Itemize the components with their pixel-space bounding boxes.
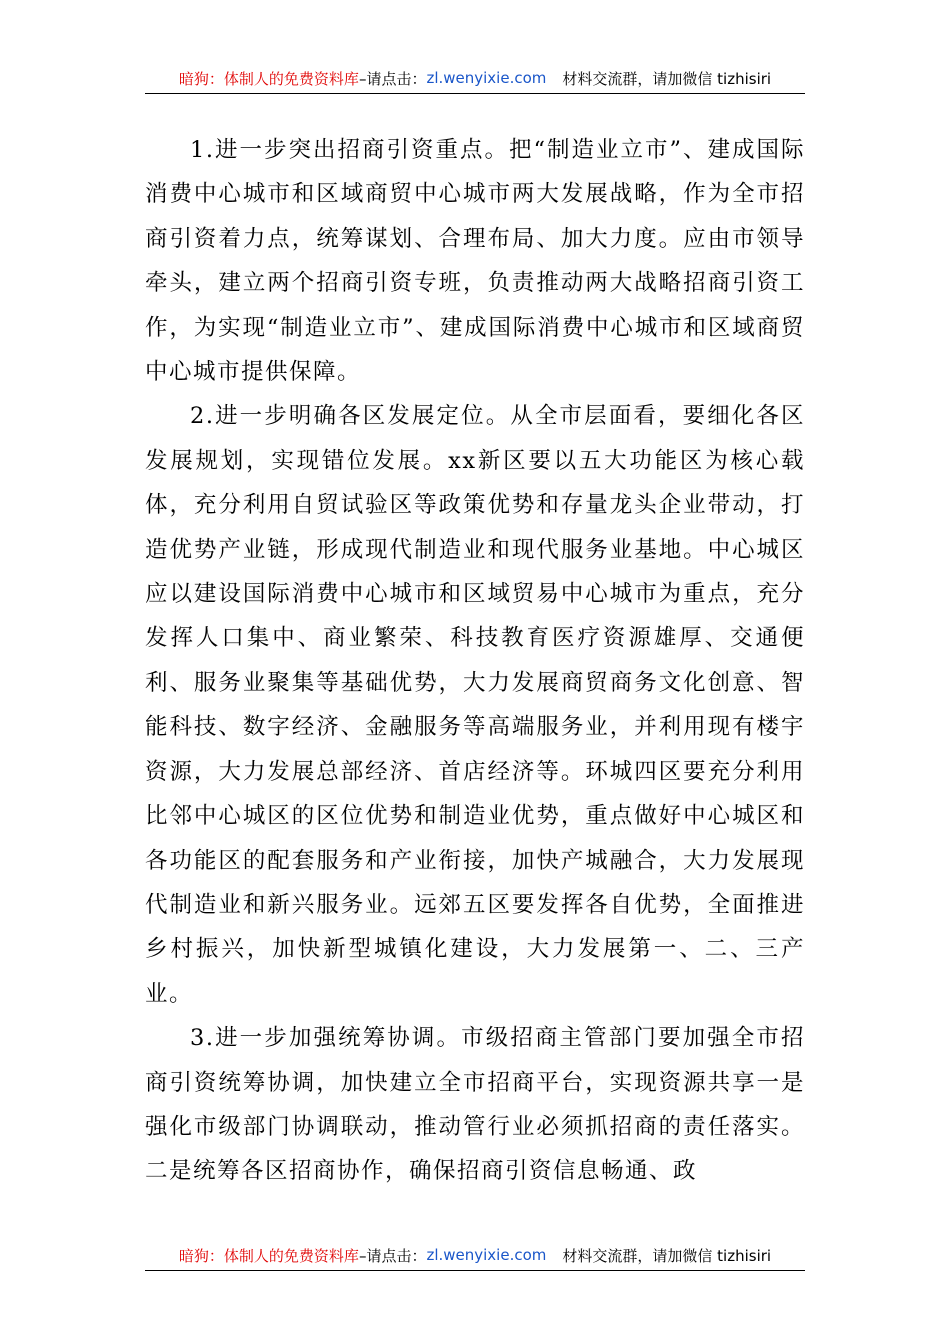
footer-link[interactable]: zl.wenyixie.com	[426, 1246, 547, 1264]
banner-link[interactable]: zl.wenyixie.com	[426, 69, 547, 87]
banner-separator: –请点击：	[358, 69, 427, 88]
header-banner	[145, 63, 805, 94]
footer-contact: 材料交流群，请加微信 tizhisiri	[562, 1246, 772, 1265]
document-body	[145, 128, 805, 1194]
paragraph-2: 2.进一步明确各区发展定位。从全市层面看，要细化各区发展规划，实现错位发展。xx新区要以五大功能区为核心载体，充分利用自贸试验区等政策优势和存量龙头企业带动，打造优势产业链，形成现代制造业和现代服务业基地。中心城区应以建设国际消费中心城市和区域贸易中心城市为重点，充分发挥人口集中、商业繁荣、科技教育医疗资源雄厚、交通便利、服务业聚集等基础优势，大力发展商贸商务文化创意、智能科技、数字经济、金融服务等高端服务业，并利用现有楼宇资源，大力发展总部经济、首店经济等。环城四区要充分利用比邻中心城区的区位优势和制造业优势，重点做好中心城区和各功能区的配套服务和产业衔接，加快产城融合，大力发展现代制造业和新兴服务业。远郊五区要发挥各自优势，全面推进乡村振兴，加快新型城镇化建设，大力发展第一、二、三产业。	[145, 403, 805, 1007]
footer-brand: 暗狗：体制人的免费资料库	[178, 1246, 359, 1265]
paragraph-3: 3.进一步加强统筹协调。市级招商主管部门要加强全市招商引资统筹协调，加快建立全市招商平台，实现资源共享一是强化市级部门协调联动，推动管行业必须抓招商的责任落实。二是统筹各区招商协作，确保招商引资信息畅通、政	[145, 1025, 805, 1185]
paragraph-1: 1.进一步突出招商引资重点。把“制造业立市”、建成国际消费中心城市和区域商贸中心城市两大发展战略，作为全市招商引资着力点，统筹谋划、合理布局、加大力度。应由市领导牵头，建立两个招商引资专班，负责推动两大战略招商引资工作，为实现“制造业立市”、建成国际消费中心城市和区域商贸中心城市提供保障。	[145, 137, 805, 386]
banner-brand: 暗狗：体制人的免费资料库	[178, 69, 359, 88]
footer-banner	[145, 1240, 805, 1271]
footer-separator: –请点击：	[358, 1246, 427, 1265]
banner-contact: 材料交流群，请加微信 tizhisiri	[562, 69, 772, 88]
